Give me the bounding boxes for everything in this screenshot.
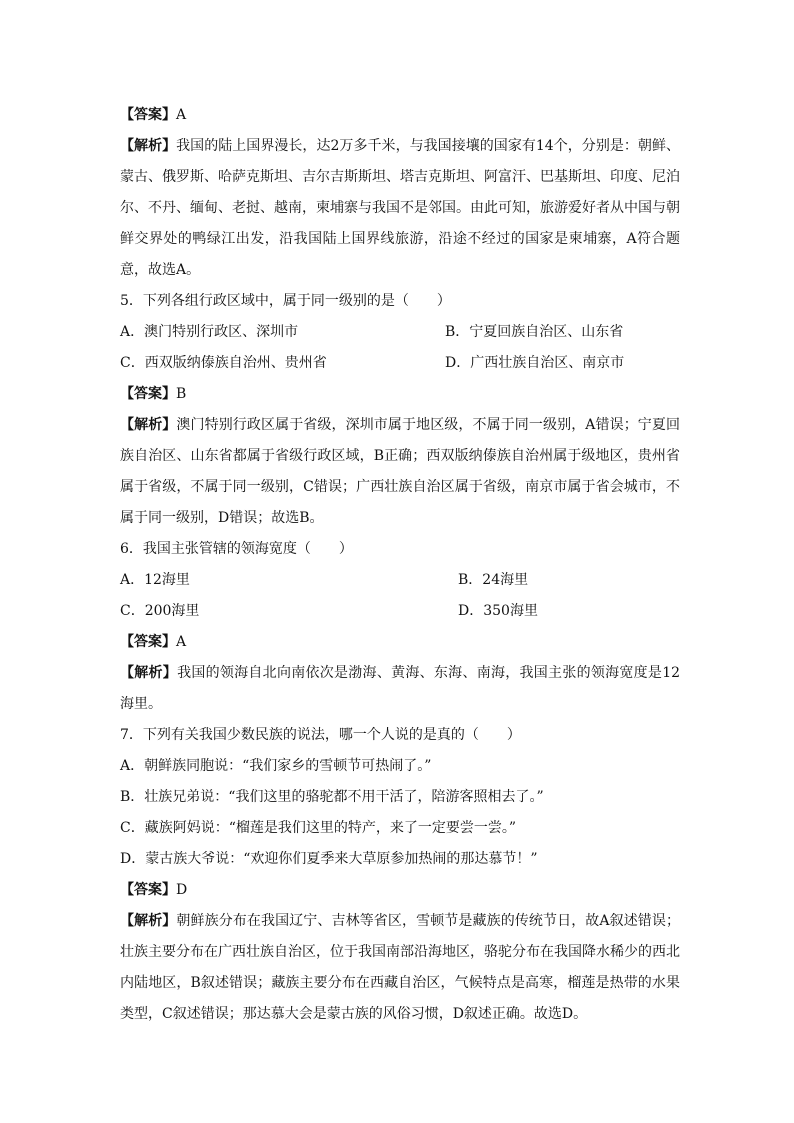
q4-answer: [120, 100, 680, 131]
analysis-text: 朝鲜族分布在我国辽宁、吉林等省区，雪顿节是藏族的传统节日，故A叙述错误；壮族主要分布在广西壮族自治区，位于我国南部沿海地区，骆驼分布在我国降水稀少的西北内陆地区，B叙述错误；藏族主要分布在西藏自治区，气候特点是高寒，榴莲是热带的水果类型，C叙述错误；那达慕大会是蒙古族的风俗习惯，D叙述正确。故选D。: [120, 913, 681, 1022]
answer-tag: 【答案】: [120, 386, 176, 402]
q5-option-c: C．西双版纳傣族自治州、贵州省: [120, 355, 327, 371]
q5-option-b: B．宁夏回族自治区、山东省: [445, 324, 624, 340]
q7-question: 7．下列有关我国少数民族的说法，哪一个人说的是真的（ ）: [120, 727, 521, 743]
q7-analysis: [120, 906, 680, 1030]
q5-option-d: D．广西壮族自治区、南京市: [445, 355, 625, 371]
analysis-tag: 【解析】: [120, 665, 178, 681]
q6-analysis: [120, 658, 680, 720]
q7-option-b: B．壮族兄弟说：“我们这里的骆驼都不用干活了，陪游客照相去了。”: [120, 789, 544, 805]
q6-option-a: A．12海里: [120, 572, 190, 588]
q4-analysis: [120, 131, 680, 286]
answer-tag: 【答案】: [120, 882, 176, 898]
answer-value: A: [176, 107, 187, 123]
analysis-text: 澳门特别行政区属于省级，深圳市属于地区级，不属于同一级别，A错误；宁夏回族自治区、山东省都属于省级行政区域，B正确；西双版纳傣族自治州属于级地区，贵州省属于省级，不属于同一级别，C错误；广西壮族自治区属于省级，南京市属于省会城市，不属于同一级别，D错误；故选B。: [120, 417, 681, 526]
document-page: [120, 100, 680, 1030]
q6-options-row-2: [120, 596, 680, 627]
q5-options-row-2: [120, 348, 680, 379]
q6-option-b: B．24海里: [458, 572, 529, 588]
q6-question: 6．我国主张管辖的领海宽度（ ）: [120, 541, 353, 557]
analysis-text: 我国的领海自北向南依次是渤海、黄海、东海、南海，我国主张的领海宽度是12海里。: [120, 665, 681, 712]
q6-option-c: C．200海里: [120, 603, 200, 619]
answer-value: D: [176, 882, 188, 898]
q5-answer: [120, 379, 680, 410]
analysis-tag: 【解析】: [120, 417, 177, 433]
q7-option-a: A．朝鲜族同胞说：“我们家乡的雪顿节可热闹了。”: [120, 758, 432, 774]
analysis-text: 我国的陆上国界漫长，达2万多千米，与我国接壤的国家有14个，分别是：朝鲜、蒙古、俄罗斯、哈萨克斯坦、吉尔吉斯斯坦、塔吉克斯坦、阿富汗、巴基斯坦、印度、尼泊尔、不丹、缅甸、老挝、越南，柬埔寨与我国不是邻国。由此可知，旅游爱好者从中国与朝鲜交界处的鸭绿江出发，沿我国陆上国界线旅游，沿途不经过的国家是柬埔寨，A符合题意，故选A。: [120, 138, 680, 278]
q6-option-d: D．350海里: [458, 603, 538, 619]
answer-tag: 【答案】: [120, 107, 176, 123]
q5-question: 5．下列各组行政区域中，属于同一级别的是（ ）: [120, 293, 451, 309]
q7-option-d: D．蒙古族大爷说：“欢迎你们夏季来大草原参加热闹的那达慕节！”: [120, 851, 538, 867]
q5-analysis: [120, 410, 680, 534]
analysis-tag: 【解析】: [120, 138, 177, 154]
q6-options-row-1: [120, 565, 680, 596]
q7-answer: [120, 875, 680, 906]
answer-value: A: [176, 634, 187, 650]
q6-answer: [120, 627, 680, 658]
analysis-tag: 【解析】: [120, 913, 177, 929]
answer-value: B: [176, 386, 187, 402]
answer-tag: 【答案】: [120, 634, 176, 650]
q7-option-c: C．藏族阿妈说：“榴莲是我们这里的特产，来了一定要尝一尝。”: [120, 820, 517, 836]
q5-option-a: A．澳门特别行政区、深圳市: [120, 324, 299, 340]
q5-options-row-1: [120, 317, 680, 348]
